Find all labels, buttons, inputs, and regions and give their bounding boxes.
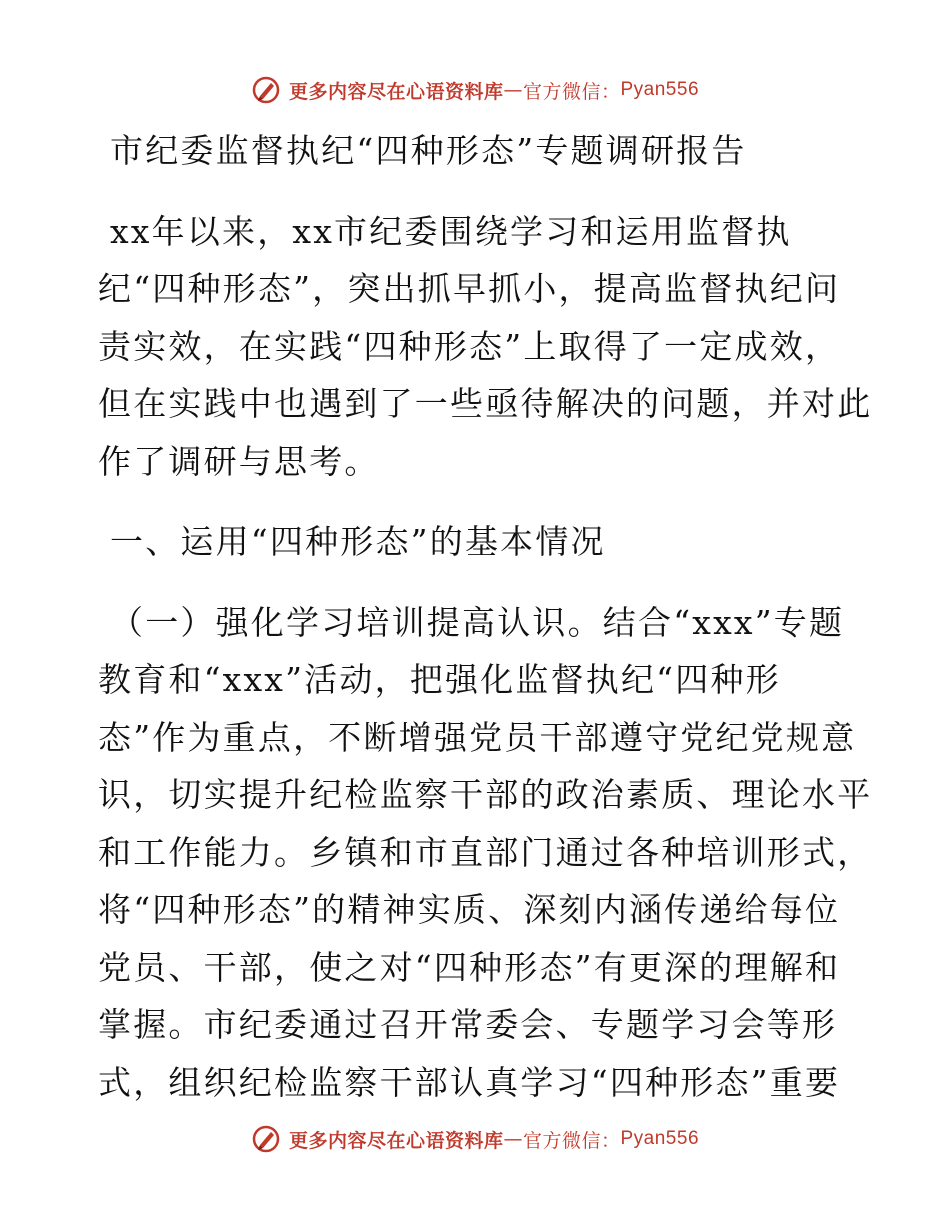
section-heading: 一、运用“四种形态”的基本情况 xyxy=(110,522,606,561)
document-title: 市纪委监督执纪“四种形态”专题调研报告 xyxy=(110,131,747,170)
watermark-site-text: 更多内容尽在心语资料库 xyxy=(288,80,504,103)
paragraph-line: 式，组织纪检监察干部认真学习“四种形态”重要 xyxy=(98,1062,841,1102)
intro-paragraph xyxy=(98,203,873,491)
document-body xyxy=(98,122,873,1111)
spacer xyxy=(98,490,858,513)
paragraph-line: xx年以来，xx市纪委围绕学习和运用监督执 xyxy=(110,211,792,251)
watermark-site-text: 更多内容尽在心语资料库 xyxy=(288,1129,504,1152)
spacer xyxy=(98,571,858,594)
paragraph-line: 教育和“xxx”活动，把强化监督执纪“四种形 xyxy=(98,660,781,699)
watermark-wechat-id: Pyan556 xyxy=(620,1128,700,1149)
body-paragraph xyxy=(98,594,873,1112)
watermark-wechat-id: Pyan556 xyxy=(620,79,700,100)
watermark-label: 官方微信： xyxy=(522,1129,621,1152)
paragraph-line: 作了调研与思考。 xyxy=(98,441,380,481)
pen-logo-icon xyxy=(251,1124,281,1154)
paragraph-line: 和工作能力。乡镇和市直部门通过各种培训形式， xyxy=(98,832,873,872)
watermark-dash: — xyxy=(503,1128,523,1150)
paragraph-line: 将“四种形态”的精神实质、深刻内涵传递给每位 xyxy=(98,890,841,929)
paragraph-line: 党员、干部，使之对“四种形态”有更深的理解和 xyxy=(98,947,841,987)
paragraph-line: 掌握。市纪委通过召开常委会、专题学习会等形 xyxy=(98,1005,838,1044)
paragraph-line: 责实效，在实践“四种形态”上取得了一定成效， xyxy=(98,326,841,366)
header-watermark xyxy=(0,70,950,110)
paragraph-line: 识，切实提升纪检监察干部的政治素质、理论水平 xyxy=(98,775,873,814)
spacer xyxy=(98,180,858,203)
pen-logo-icon xyxy=(251,75,281,105)
watermark-dash: — xyxy=(503,79,523,101)
footer-watermark xyxy=(0,1119,950,1159)
watermark-label: 官方微信： xyxy=(522,80,621,103)
paragraph-line: 纪“四种形态”，突出抓早抓小，提高监督执纪问 xyxy=(98,269,841,308)
paragraph-line: 但在实践中也遇到了一些亟待解决的问题，并对此 xyxy=(98,384,873,423)
paragraph-line: 态”作为重点，不断增强党员干部遵守党纪党规意 xyxy=(98,717,857,757)
paragraph-line: （一）强化学习培训提高认识。结合“xxx”专题 xyxy=(110,602,845,642)
